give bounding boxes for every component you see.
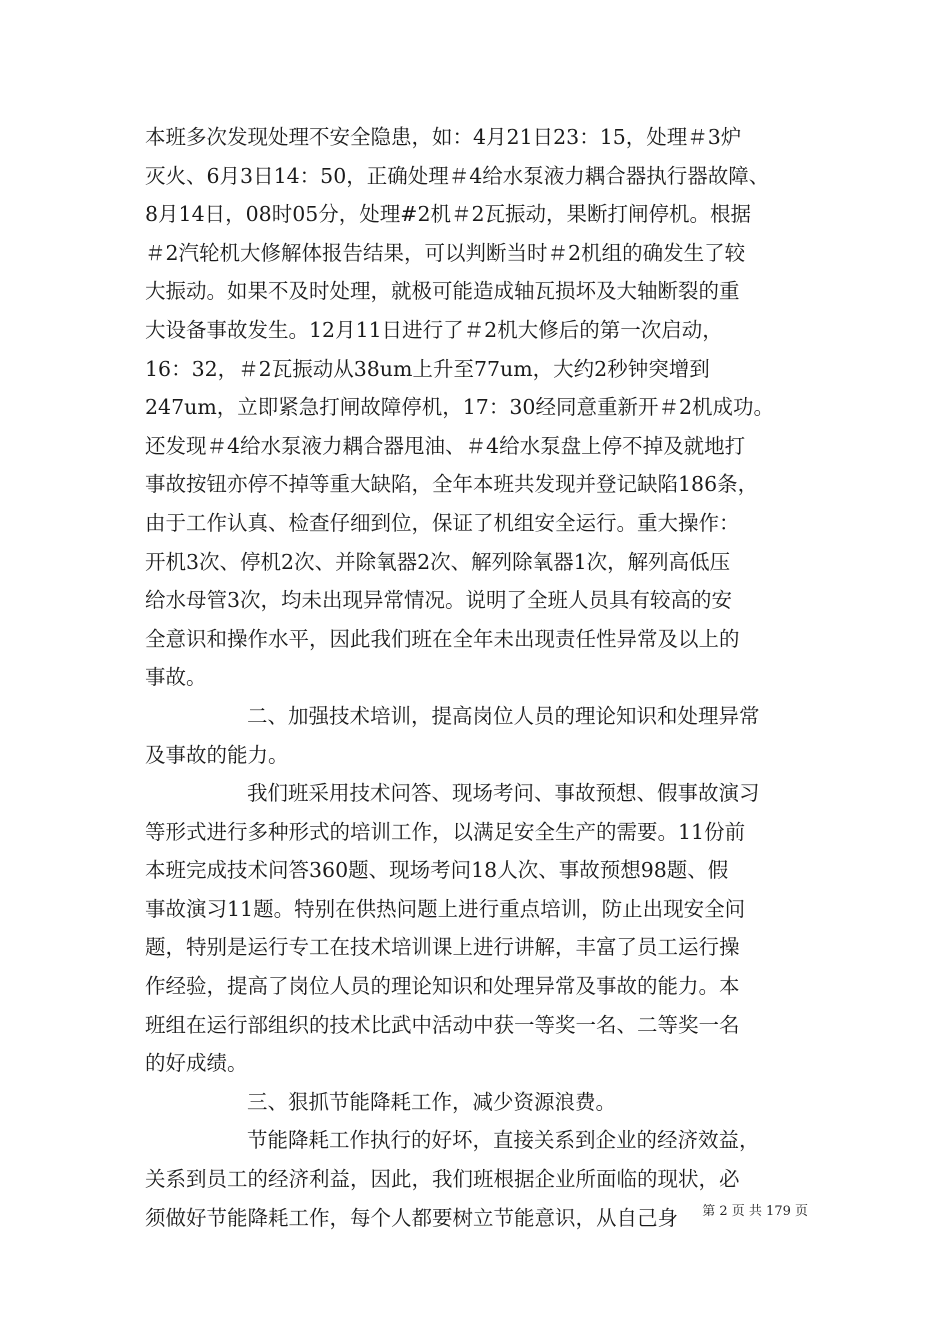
text-line: 我们班采用技术问答、现场考问、事故预想、假事故演习 xyxy=(247,781,760,806)
text-line: 灭火、6月3日14：50，正确处理＃4给水泵液力耦合器执行器故障、 xyxy=(145,163,770,188)
text-line: 大振动。如果不及时处理，就极可能造成轴瓦损坏及大轴断裂的重 xyxy=(145,279,740,304)
text-line: 本班完成技术问答360题、现场考问18人次、事故预想98题、假 xyxy=(145,858,729,883)
text-line: 须做好节能降耗工作，每个人都要树立节能意识，从自己身 xyxy=(145,1205,678,1230)
text-line: 给水母管3次，均未出现异常情况。说明了全班人员具有较高的安 xyxy=(145,588,733,613)
text-line: 事故按钮亦停不掉等重大缺陷，全年本班共发现并登记缺陷186条， xyxy=(145,472,759,497)
text-line: 事故演习11题。特别在供热问题上进行重点培训，防止出现安全问 xyxy=(145,896,746,921)
text-line: 8月14日，08时05分，处理#2机＃2瓦振动，果断打闸停机。根据 xyxy=(145,202,752,227)
text-line: ＃2汽轮机大修解体报告结果，可以判断当时＃2机组的确发生了较 xyxy=(145,240,746,265)
text-line: 16：32，＃2瓦振动从38um上升至77um，大约2秒钟突增到 xyxy=(145,356,710,381)
text-line: 及事故的能力。 xyxy=(145,742,289,767)
text-line: 关系到员工的经济利益，因此，我们班根据企业所面临的现状，必 xyxy=(145,1167,740,1192)
text-line: 由于工作认真、检查仔细到位，保证了机组安全运行。重大操作： xyxy=(145,510,740,535)
text-line: 题，特别是运行专工在技术培训课上进行讲解，丰富了员工运行操 xyxy=(145,935,740,960)
text-line: 本班多次发现处理不安全隐患，如：4月21日23：15，处理＃3炉 xyxy=(145,125,742,149)
text-line: 三、狠抓节能降耗工作，减少资源浪费。 xyxy=(247,1089,616,1114)
page-number-footer: 第 2 页 共 179 页 xyxy=(702,1204,808,1219)
text-line: 事故。 xyxy=(145,665,207,690)
text-line: 二、加强技术培训，提高岗位人员的理论知识和处理异常 xyxy=(247,703,760,728)
text-line: 全意识和操作水平，因此我们班在全年未出现责任性异常及以上的 xyxy=(145,626,740,651)
text-line: 开机3次、停机2次、并除氧器2次、解列除氧器1次，解列高低压 xyxy=(145,549,731,574)
text-line: 作经验，提高了岗位人员的理论知识和处理异常及事故的能力。本 xyxy=(145,974,740,999)
text-line: 班组在运行部组织的技术比武中活动中获一等奖一名、二等奖一名 xyxy=(145,1012,740,1037)
text-line: 等形式进行多种形式的培训工作，以满足安全生产的需要。11份前 xyxy=(145,819,746,844)
text-line: 大设备事故发生。12月11日进行了＃2机大修后的第一次启动， xyxy=(145,317,723,342)
text-line: 的好成绩。 xyxy=(145,1051,248,1076)
text-line: 247um，立即紧急打闸故障停机，17：30经同意重新开＃2机成功。 xyxy=(145,395,774,420)
text-line: 节能降耗工作执行的好坏，直接关系到企业的经济效益， xyxy=(247,1128,760,1153)
document-body xyxy=(145,118,825,1237)
text-line: 还发现＃4给水泵液力耦合器甩油、＃4给水泵盘上停不掉及就地打 xyxy=(145,433,746,458)
